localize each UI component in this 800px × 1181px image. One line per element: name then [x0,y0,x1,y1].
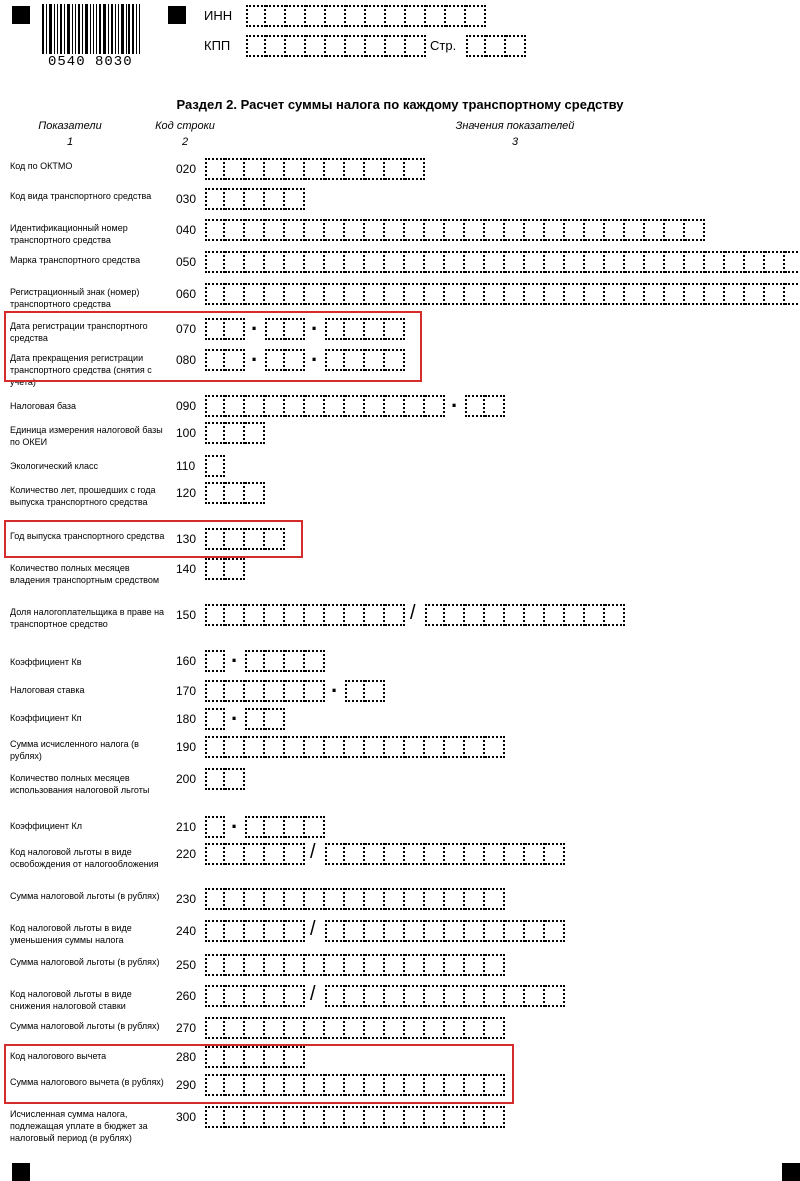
row-label-250: Сумма налоговой льготы (в рублях) [10,957,160,967]
row-field-170[interactable] [205,680,385,702]
row-field-090[interactable] [205,395,505,417]
row-code-030: 030 [176,192,197,206]
highlight-year-of-manufacture [4,520,303,558]
row-label-280: Код налогового вычета [10,1051,107,1061]
row-field-250[interactable] [205,954,505,976]
row-field-120[interactable] [205,482,265,504]
row-label-040: Идентификационный номер транспортного средства [10,223,128,245]
row-field-260[interactable] [205,985,565,1007]
row-field-190[interactable] [205,736,505,758]
highlight-tax-deduction [4,1044,514,1104]
row-label-160: Коэффициент Кв [10,657,82,667]
row-label-240: Код налоговой льготы в виде уменьшения суммы налога [10,923,132,945]
corner-marker-bottom-left [12,1163,30,1181]
row-code-220: 220 [176,847,197,861]
row-label-210: Коэффициент Кл [10,821,82,831]
col-header-values: Значения показателей 3 [455,120,575,148]
row-code-140: 140 [176,562,197,576]
row-field-180[interactable] [205,708,285,730]
row-code-160: 160 [176,654,197,668]
kpp-label: КПП [204,38,231,53]
row-code-120: 120 [176,486,197,500]
corner-marker-top-left [12,6,30,24]
row-code-200: 200 [176,772,197,786]
row-label-020: Код по ОКТМО [10,161,73,171]
row-field-220[interactable] [205,843,565,865]
row-code-230: 230 [176,892,197,906]
row-code-020: 020 [176,162,197,176]
row-code-110: 110 [176,459,196,473]
row-label-130: Год выпуска транспортного средства [10,531,165,541]
row-code-090: 090 [176,399,197,413]
row-code-260: 260 [176,989,197,1003]
row-code-240: 240 [176,924,197,938]
row-label-110: Экологический класс [10,461,98,471]
section-title: Раздел 2. Расчет суммы налога по каждому транспортному средству [176,97,624,112]
corner-marker-bottom-right [782,1163,800,1181]
row-label-070: Дата регистрации транспортного средства [10,321,148,343]
row-code-100: 100 [176,426,197,440]
row-field-140[interactable] [205,558,245,580]
row-label-230: Сумма налоговой льготы (в рублях) [10,891,160,901]
page-label: Стр. [430,38,457,53]
row-field-160[interactable] [205,650,325,672]
row-label-120: Количество лет, прошедших с года выпуска транспортного средства [10,485,156,507]
row-label-090: Налоговая база [10,401,76,411]
row-label-050: Марка транспортного средства [10,255,141,265]
row-label-290: Сумма налогового вычета (в рублях) [10,1077,164,1087]
row-code-170: 170 [176,684,197,698]
row-code-300: 300 [176,1110,197,1124]
row-field-150[interactable] [205,604,625,626]
row-field-300[interactable] [205,1106,505,1128]
row-field-020[interactable] [205,158,425,180]
inn-field[interactable] [246,5,486,27]
row-code-050: 050 [176,255,197,269]
row-code-210: 210 [176,820,197,834]
row-code-180: 180 [176,712,197,726]
row-code-040: 040 [176,223,197,237]
row-label-200: Количество полных месяцев использования налоговой льготы [10,773,150,795]
row-field-100[interactable] [205,422,265,444]
highlight-registration-dates [4,311,422,382]
row-code-150: 150 [176,608,197,622]
row-label-170: Налоговая ставка [10,685,85,695]
row-field-270[interactable] [205,1017,505,1039]
col-header-line-code: Код строки 2 [155,120,215,148]
row-label-270: Сумма налоговой льготы (в рублях) [10,1021,160,1031]
row-field-200[interactable] [205,768,245,790]
row-label-300: Исчисленная сумма налога, подлежащая уплате в бюджет за налоговый период (в рублях) [10,1109,148,1143]
row-code-070: 070 [176,322,197,336]
barcode [42,4,142,54]
kpp-field[interactable] [246,35,426,57]
row-field-060[interactable] [205,283,800,305]
row-field-050[interactable] [205,251,800,273]
col-header-indicators: Показатели 1 [38,120,102,148]
row-field-030[interactable] [205,188,305,210]
row-code-190: 190 [176,740,197,754]
row-field-230[interactable] [205,888,505,910]
row-field-210[interactable] [205,816,325,838]
row-field-040[interactable] [205,219,705,241]
row-code-250: 250 [176,958,197,972]
corner-marker-top-right [168,6,186,24]
row-label-140: Количество полных месяцев владения транспортным средством [10,563,160,585]
row-label-060: Регистрационный знак (номер) транспортного средства [10,287,140,309]
barcode-number: 0540 8030 [48,54,133,70]
row-field-240[interactable] [205,920,565,942]
page-field[interactable] [466,35,526,57]
row-code-080: 080 [176,353,197,367]
row-code-290: 290 [176,1078,197,1092]
row-code-060: 060 [176,287,197,301]
row-label-190: Сумма исчисленного налога (в рублях) [10,739,139,761]
row-label-260: Код налоговой льготы в виде снижения налоговой ставки [10,989,132,1011]
row-label-220: Код налоговой льготы в виде освобождения от налогообложения [10,847,159,869]
row-label-100: Единица измерения налоговой базы по ОКЕИ [10,425,163,447]
row-label-080: Дата прекращения регистрации транспортного средства (снятия с учета) [10,353,152,387]
row-field-110[interactable] [205,455,225,477]
row-code-280: 280 [176,1050,197,1064]
row-code-270: 270 [176,1021,197,1035]
row-label-150: Доля налогоплательщика в праве на транспортное средство [10,607,165,629]
row-label-180: Коэффициент Кп [10,713,82,723]
row-label-030: Код вида транспортного средства [10,191,152,201]
row-code-130: 130 [176,532,197,546]
inn-label: ИНН [204,8,233,23]
